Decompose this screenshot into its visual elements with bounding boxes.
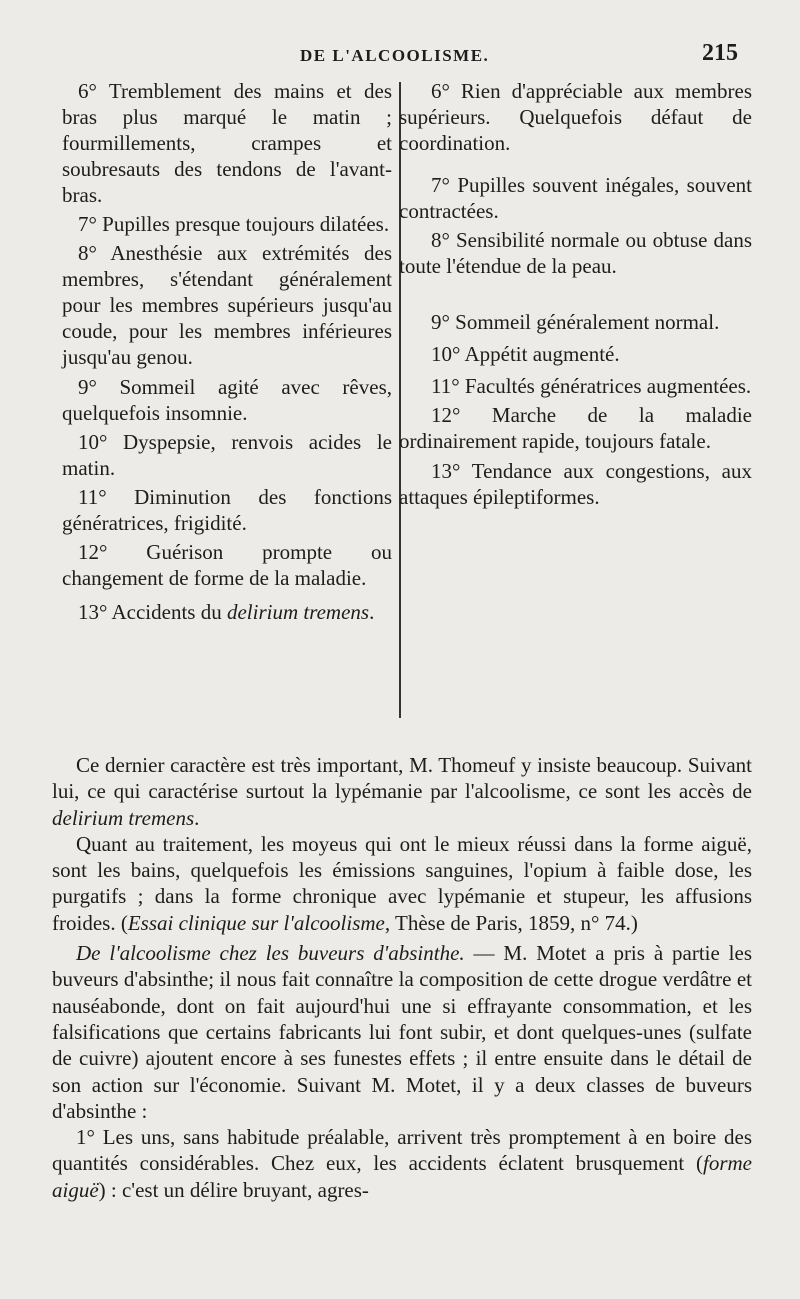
paragraph-text: 1° Les uns, sans habitude préalable, arrivent très promptement à en boire des quantités considérables. Chez eux, les accidents éclatent brusquement ( <box>52 1125 752 1176</box>
right-item: 8° Sensibilité normale ou obtuse dans toute l'étendue de la peau. <box>399 228 752 279</box>
paragraph <box>52 940 752 1124</box>
paragraph-text: Ce dernier caractère est très important, M. Thomeuf y insiste beaucoup. Suivant lui, ce qui caractérise surtout la lypémanie par l'alcoolisme, ce sont les accès de <box>52 753 752 804</box>
paragraph-text: Quant au traitement, les moyeus qui ont le mieux réussi dans la forme aiguë, sont les bains, quelquefois les émissions sanguines, l'opium à faible dose, les purgatifs ; dans la forme chronique avec lypémanie et stupeur, les affusions froides. ( <box>52 831 752 935</box>
left-item: 10° Dyspepsie, renvois acides le matin. <box>62 429 392 480</box>
left-item: 8° Anesthésie aux extrémités des membres, s'étendant généralement pour les membres supérieurs jusqu'au coude, pour les membres inférieures jusqu'au genou. <box>62 241 392 370</box>
left-item: 11° Diminution des fonctions génératrices, frigidité. <box>62 484 392 535</box>
right-item: 13° Tendance aux congestions, aux attaques épileptiformes. <box>399 458 752 509</box>
paragraph-text: — M. Motet a pris à partie les buveurs d'absinthe; il nous fait connaître la composition de cette drogue verdâtre et nauséabonde, dont on fait aujourd'hui une si effrayante consommation, et les falsifications que certains fabricants lui font subir, et dont quelques-unes (sulfate de cuivre) ajoutent encore à ses funestes effets ; il entre ensuite dans le détail de son action sur l'économie. Suivant M. Motet, il y a deux classes de buveurs d'absinthe : <box>52 941 753 1123</box>
page-header <box>0 38 800 78</box>
paragraph <box>52 831 752 936</box>
left-item: 7° Pupilles presque toujours dilatées. <box>78 212 390 237</box>
body-text <box>52 752 752 1203</box>
left-column <box>62 78 392 628</box>
left-item: 12° Guérison prompte ou changement de forme de la maladie. <box>62 540 392 591</box>
section-heading-italic: De l'alcoolisme chez les buveurs d'absinthe. <box>76 941 465 966</box>
paragraph-text: ) : c'est un délire bruyant, agres- <box>98 1177 369 1202</box>
right-item: 11° Facultés génératrices augmentées. <box>431 374 752 399</box>
left-item-13-pre: 13° Accidents du <box>78 600 227 625</box>
paragraph-italic: forme aiguë <box>52 1151 752 1202</box>
paragraph <box>52 1124 752 1203</box>
right-item: 10° Appétit augmenté. <box>431 342 620 367</box>
right-item: 6° Rien d'appréciable aux membres supérieurs. Quelquefois défaut de coordination. <box>399 79 752 155</box>
left-item: 9° Sommeil agité avec rêves, quelquefois insomnie. <box>62 374 392 425</box>
right-item: 7° Pupilles souvent inégales, souvent contractées. <box>399 173 752 223</box>
right-item: 9° Sommeil généralement normal. <box>431 310 720 335</box>
right-item: 12° Marche de la maladie ordinairement rapide, toujours fatale. <box>399 403 752 454</box>
paragraph-italic: Essai clinique sur l'alcoolisme <box>127 910 385 935</box>
left-item: 6° Tremblement des mains et des bras plus marqué le matin ; fourmillements, crampes et soubresauts des tendons de l'avant-bras. <box>62 79 392 207</box>
paragraph-italic: delirium tremens <box>52 805 195 830</box>
paragraph <box>52 752 752 831</box>
left-item-13-italic: delirium tremens <box>226 600 370 625</box>
left-item-13-post: . <box>369 600 375 625</box>
running-title: DE L'ALCOOLISME. <box>300 46 490 65</box>
paragraph-text: . <box>194 805 200 830</box>
right-column <box>399 78 752 513</box>
page-number: 215 <box>702 40 738 66</box>
left-item-13 <box>62 599 392 625</box>
paragraph-text: , Thèse de Paris, 1859, n° 74.) <box>384 910 638 935</box>
